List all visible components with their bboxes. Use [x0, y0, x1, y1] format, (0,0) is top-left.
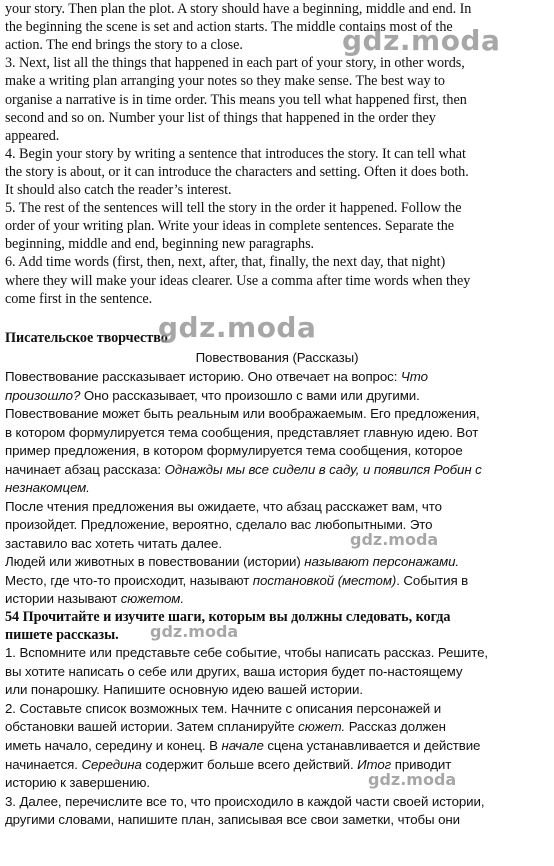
text-run: в котором формулируется тема сообщения, представляет главную идею. Вот	[5, 424, 479, 440]
watermark: gdz.moda	[342, 24, 501, 57]
russian-text-line	[5, 387, 551, 405]
english-text-line: where they will make your ideas clearer. Use a comma after time words when they	[5, 272, 471, 289]
italic-term: постановкой (местом)	[252, 572, 397, 588]
english-text-line: 5. The rest of the sentences will tell the story in the order it happened. Follow the	[5, 200, 462, 217]
english-text-line: second and so on. Number your list of things that happened in the order they	[5, 109, 436, 126]
english-text-line: appeared.	[5, 127, 60, 144]
italic-term: Середина	[81, 756, 142, 772]
watermark: gdz.moda	[350, 530, 439, 549]
russian-step-line	[5, 718, 551, 736]
text-run: начинает абзац рассказа:	[5, 461, 165, 477]
text-run: иметь начало, середину и конец. В	[5, 738, 222, 753]
russian-text-line	[5, 590, 551, 608]
text-run: произойдет. Предложение, вероятно, сделало вас любопытными. Это	[5, 517, 433, 532]
text-run: 2. Составьте список возможных тем. Начните с описания персонажей и	[5, 700, 442, 716]
russian-step-line	[5, 793, 551, 811]
russian-text-line	[5, 553, 551, 571]
russian-text-line	[5, 516, 551, 534]
english-text-line: your story. Then plan the plot. A story should have a beginning, middle and end. In	[5, 1, 472, 17]
english-text-line: order of your writing plan. Write your ideas in complete sentences. Separate the	[5, 218, 455, 235]
russian-text-line	[5, 535, 551, 553]
task-heading-line-1: 54 Прочитайте и изучите шаги, которым вы должны следовать, когда	[5, 609, 451, 625]
text-run: приводит	[391, 756, 452, 772]
italic-term: сюжет.	[298, 719, 346, 735]
text-run: Место, где что-то происходит, называют	[5, 572, 253, 588]
italic-term: сюжетом.	[120, 591, 184, 606]
text-run: пример предложения, в котором формулируется тема сообщения, которое	[5, 443, 463, 458]
text-run: обстановки вашей истории. Затем спланируйте	[5, 719, 299, 735]
text-run: 3. Далее, перечислите все то, что происходило в каждой части своей истории,	[5, 793, 485, 809]
text-run: историю к завершению.	[5, 775, 151, 791]
russian-step-line	[5, 737, 551, 755]
russian-step-line	[5, 811, 551, 829]
italic-term: Однажды мы все сидели в саду, и появился Робин с	[164, 461, 482, 477]
russian-step-line	[5, 756, 551, 774]
text-run: Повествование может быть реальным или воображаемым. Его предложения,	[5, 406, 480, 421]
russian-step-line	[5, 644, 551, 662]
italic-term: начале	[221, 738, 264, 753]
watermark: gdz.moda	[150, 622, 239, 641]
text-run: начинается.	[5, 756, 82, 772]
russian-text-line	[5, 424, 551, 442]
english-text-line: action. The end brings the story to a close.	[5, 37, 243, 54]
watermark: gdz.moda	[158, 311, 317, 344]
english-text-line: 3. Next, list all the things that happened in each part of your story, in other words,	[5, 55, 465, 72]
italic-term: Итог	[357, 756, 392, 772]
text-run: вы хотите написать о себе или других, ваша история будет по-настоящему	[5, 663, 463, 679]
russian-text-line	[5, 479, 551, 497]
russian-text-line	[5, 461, 551, 479]
english-text-line: 4. Begin your story by writing a sentence that introduces the story. It can tell what	[5, 145, 466, 162]
russian-text-line	[5, 572, 551, 590]
russian-step-line	[5, 774, 551, 792]
text-run: Рассказ должен	[345, 719, 446, 735]
russian-step-line	[5, 663, 551, 681]
english-text-line: It should also catch the reader’s interest.	[5, 182, 232, 198]
text-run: 1. Вспомните или представьте себе событие, чтобы написать рассказ. Решите,	[5, 645, 488, 660]
russian-step-line	[5, 700, 551, 718]
text-run: Оно рассказывает, что произошло с вами или другими.	[80, 387, 420, 403]
english-text-line: come first in the sentence.	[5, 290, 153, 307]
subheading: Повествования (Рассказы)	[195, 350, 359, 365]
text-run: истории называют	[5, 591, 121, 606]
text-run: содержит больше всего действий.	[141, 756, 358, 772]
text-run: заставило вас хотеть читать далее.	[5, 535, 222, 551]
english-text-line: make a writing plan arranging your notes so they make sense. The best way to	[5, 73, 445, 90]
russian-text-line	[5, 442, 551, 460]
italic-term: незнакомцем.	[5, 480, 90, 495]
text-run: Повествование рассказывает историю. Оно отвечает на вопрос:	[5, 369, 401, 384]
watermark: gdz.moda	[368, 770, 457, 789]
section-heading: Писательское творчество	[5, 330, 168, 346]
russian-text-line	[5, 405, 551, 423]
text-run: другими словами, напишите план, записывая все свои заметки, чтобы они	[5, 812, 460, 828]
italic-term: произошло?	[5, 387, 81, 403]
italic-term: называют персонажами.	[304, 554, 460, 569]
russian-text-line	[5, 368, 551, 386]
text-run: или понарошку. Напишите основную идею вашей истории.	[5, 682, 363, 698]
english-text-line: the beginning the scene is set and action starts. The middle contains most of the	[5, 19, 453, 36]
text-run: Людей или животных в повествовании (истории)	[5, 554, 305, 569]
russian-step-line	[5, 681, 551, 699]
russian-text-line	[5, 498, 551, 516]
english-text-line: organise a narrative is in time order. This means you tell what happened first, then	[5, 91, 467, 108]
italic-term: Что	[400, 369, 428, 384]
text-run: . События в	[396, 572, 469, 588]
english-text-line: beginning, middle and end, beginning new paragraphs.	[5, 236, 315, 253]
text-run: сцена устанавливается и действие	[263, 738, 481, 753]
english-text-line: 6. Add time words (first, then, next, after, that, finally, the next day, that night)	[5, 254, 446, 271]
text-run: После чтения предложения вы ожидаете, что абзац расскажет вам, что	[5, 498, 442, 514]
task-heading-line-2: пишете рассказы.	[5, 627, 119, 643]
english-text-line: the story is about, or it can introduce the characters and setting. Often it does both.	[5, 163, 469, 180]
